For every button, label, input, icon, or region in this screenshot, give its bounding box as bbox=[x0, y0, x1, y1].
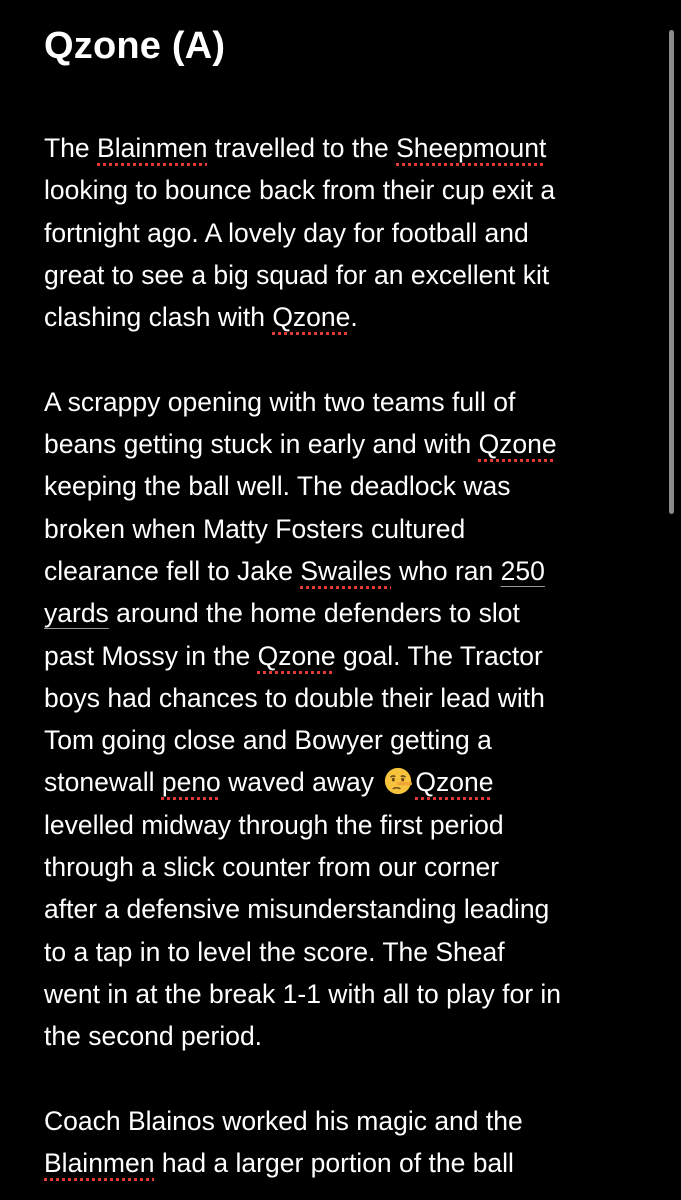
text-line: went in at the break 1-1 with all to play for in bbox=[44, 978, 562, 1009]
text-line: looking to bounce back from their cup exit a bbox=[44, 175, 556, 206]
misspelled-word[interactable]: Swailes bbox=[300, 555, 392, 586]
text: The bbox=[44, 133, 98, 163]
misspelled-word[interactable]: Blainmen bbox=[97, 133, 208, 163]
text: goal. The Tractor bbox=[335, 640, 543, 671]
text-line: to a tap in to level the score. The Sheaf bbox=[44, 936, 505, 967]
text-line: boys had chances to double their lead with bbox=[44, 682, 545, 713]
text: travelled to the bbox=[207, 133, 397, 163]
text-line bbox=[44, 423, 644, 465]
text-line bbox=[44, 127, 644, 169]
text: around the home defenders to slot bbox=[108, 598, 520, 629]
text-line: Coach Blainos worked his magic and the bbox=[44, 1105, 523, 1136]
misspelled-word[interactable]: Qzone bbox=[272, 302, 351, 333]
text: clearance fell to Jake bbox=[44, 555, 301, 586]
text: beans getting stuck in early and with bbox=[44, 429, 479, 460]
misspelled-word[interactable]: peno bbox=[161, 767, 221, 798]
text: . bbox=[350, 302, 358, 333]
text-line: Tom going close and Bowyer getting a bbox=[44, 725, 492, 756]
text-line: levelled midway through the first period bbox=[44, 809, 504, 840]
text-line bbox=[44, 592, 644, 634]
paragraph-3[interactable] bbox=[44, 1100, 644, 1185]
text-line: A scrappy opening with two teams full of bbox=[44, 386, 516, 417]
text-line: broken when Matty Fosters cultured bbox=[44, 513, 466, 544]
note-content[interactable] bbox=[44, 14, 644, 1184]
text-line bbox=[44, 1142, 644, 1184]
text: waved away bbox=[220, 767, 382, 798]
data-detector-link[interactable]: yards bbox=[44, 598, 109, 629]
text-line bbox=[44, 296, 644, 338]
paragraph-2[interactable] bbox=[44, 381, 644, 1058]
text-line: fortnight ago. A lovely day for football and bbox=[44, 217, 529, 248]
lying-face-emoji-icon bbox=[383, 766, 413, 796]
text: had a larger portion of the ball bbox=[154, 1148, 514, 1179]
text: stonewall bbox=[44, 767, 162, 798]
misspelled-word[interactable]: Qzone bbox=[415, 767, 494, 798]
text-line bbox=[44, 761, 644, 803]
misspelled-word[interactable]: Blainmen bbox=[44, 1148, 155, 1179]
text-line: the second period. bbox=[44, 1021, 263, 1052]
paragraph-1[interactable] bbox=[44, 127, 644, 338]
misspelled-word[interactable]: Sheepmount bbox=[396, 133, 547, 163]
text: clashing clash with bbox=[44, 302, 273, 333]
text: who ran bbox=[391, 555, 501, 586]
text-line: keeping the ball well. The deadlock was bbox=[44, 471, 511, 502]
misspelled-word[interactable]: Qzone bbox=[257, 640, 336, 671]
text-line bbox=[44, 635, 644, 677]
misspelled-word[interactable]: Qzone bbox=[478, 429, 557, 460]
text-line: great to see a big squad for an excellent kit bbox=[44, 259, 550, 290]
text: past Mossy in the bbox=[44, 640, 258, 671]
text-line: after a defensive misunderstanding leading bbox=[44, 894, 550, 925]
note-title[interactable]: Qzone (A) bbox=[44, 25, 226, 67]
vertical-scrollbar[interactable] bbox=[669, 30, 674, 514]
text-line bbox=[44, 550, 644, 592]
text-line: through a slick counter from our corner bbox=[44, 852, 500, 883]
data-detector-link[interactable]: 250 bbox=[500, 555, 545, 586]
